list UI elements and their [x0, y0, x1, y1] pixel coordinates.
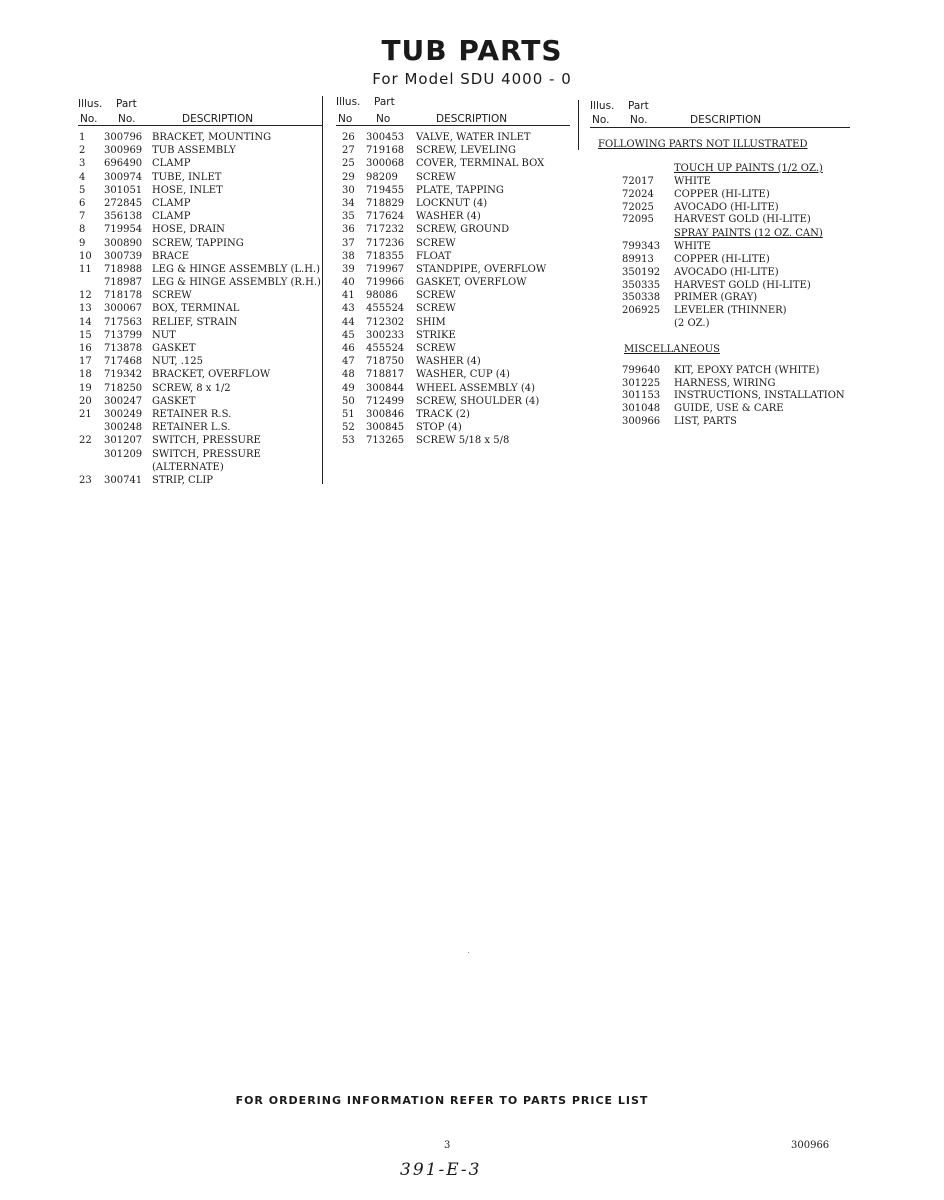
part-number: 713878 — [104, 343, 143, 354]
part-number: 89913 — [622, 253, 654, 265]
table-row — [78, 461, 322, 474]
part-description: TUB ASSEMBLY — [152, 145, 236, 157]
illus-number: 29 — [342, 171, 355, 183]
illus-no-label: No. — [80, 113, 98, 125]
table-row — [78, 157, 322, 170]
illus-number: 45 — [342, 329, 355, 341]
part-description: CLAMP — [152, 197, 191, 209]
part-number: 300739 — [104, 250, 143, 262]
part-number: 301225 — [622, 377, 661, 389]
table-row — [336, 250, 570, 263]
part-number: 300969 — [104, 145, 143, 157]
description-label: DESCRIPTION — [690, 114, 762, 126]
list-item — [590, 202, 850, 215]
table-row — [78, 263, 322, 276]
part-description: SWITCH, PRESSURE — [152, 448, 261, 460]
illus-number: 37 — [342, 237, 355, 249]
part-description: GASKET, OVERFLOW — [416, 277, 527, 289]
illus-number: 27 — [342, 145, 355, 157]
part-number: 719168 — [366, 145, 405, 157]
part-description: BRACKET, OVERFLOW — [152, 369, 271, 381]
header-rule — [336, 125, 570, 126]
part-number: 98086 — [366, 290, 398, 302]
document-number: 300966 — [791, 1140, 830, 1151]
illus-number: 48 — [342, 369, 355, 381]
part-number: 799343 — [622, 241, 661, 253]
part-number: 718250 — [104, 382, 143, 394]
part-description: AVOCADO (HI-LITE) — [674, 266, 779, 278]
illus-number: 1 — [79, 132, 86, 143]
illus-number: 20 — [79, 395, 92, 407]
list-item — [590, 214, 850, 227]
table-row — [78, 237, 322, 250]
part-description: LEVELER (THINNER) — [674, 305, 787, 317]
part-description: GASKET — [152, 395, 196, 407]
part-number: 72017 — [622, 176, 654, 187]
illus-number: 22 — [79, 435, 92, 447]
part-number: 455524 — [366, 303, 405, 315]
header-rule — [590, 127, 850, 128]
part-description: BRACKET, MOUNTING — [152, 132, 272, 143]
table-row — [336, 329, 570, 342]
part-number: 719966 — [366, 277, 405, 289]
part-description: LEG & HINGE ASSEMBLY (R.H.) — [152, 277, 321, 289]
part-description: NUT, .125 — [152, 356, 204, 368]
part-description: SCREW, SHOULDER (4) — [416, 395, 540, 407]
part-no-label: No. — [630, 114, 648, 126]
table-row — [336, 210, 570, 223]
table-row — [78, 250, 322, 263]
part-description: HARNESS, WIRING — [674, 377, 776, 389]
part-number: 350192 — [622, 266, 661, 278]
part-description: SCREW — [416, 237, 456, 249]
part-description: SCREW — [416, 290, 456, 302]
part-label: Part — [116, 98, 137, 110]
part-number: 300796 — [104, 132, 143, 143]
table-row — [78, 302, 322, 315]
part-number: 713799 — [104, 329, 143, 341]
table-row — [336, 157, 570, 170]
table-row — [78, 421, 322, 434]
illus-label: Illus. — [78, 98, 103, 110]
part-description: CLAMP — [152, 158, 191, 170]
illus-number: 12 — [79, 290, 92, 302]
part-number: 717236 — [366, 237, 405, 249]
illus-number: 13 — [79, 303, 92, 315]
part-number: 98209 — [366, 171, 398, 183]
part-number: 300068 — [366, 158, 405, 170]
part-number: 300845 — [366, 422, 405, 434]
part-number: 719342 — [104, 369, 143, 381]
table-row — [336, 263, 570, 276]
part-description: HOSE, DRAIN — [152, 224, 225, 236]
part-description: KIT, EPOXY PATCH (WHITE) — [674, 364, 820, 376]
illus-number: 25 — [342, 158, 355, 170]
part-number: 356138 — [104, 211, 143, 223]
illus-label: Illus. — [336, 96, 361, 108]
middle-parts-column — [336, 96, 570, 448]
part-description: SCREW, TAPPING — [152, 237, 244, 249]
part-label: Part — [374, 96, 395, 108]
page-subtitle: For Model SDU 4000 - 0 — [372, 70, 572, 88]
part-description: SCREW — [152, 290, 192, 302]
part-number: 300249 — [104, 408, 143, 420]
part-label: Part — [628, 100, 649, 112]
illus-number: 17 — [79, 356, 92, 368]
table-row — [78, 355, 322, 368]
part-number: 718829 — [366, 197, 405, 209]
illus-number: 40 — [342, 277, 355, 289]
table-row — [336, 223, 570, 236]
part-description: SCREW, GROUND — [416, 224, 510, 236]
part-number: 717468 — [104, 356, 143, 368]
right-column-header — [590, 98, 850, 128]
part-description: (ALTERNATE) — [152, 461, 224, 473]
part-number: 718750 — [366, 356, 405, 368]
illus-number: 41 — [342, 290, 355, 302]
page-number: 3 — [444, 1140, 451, 1151]
part-number: 300844 — [366, 382, 405, 394]
list-item — [590, 280, 850, 293]
part-number: 718178 — [104, 290, 143, 302]
part-number: 717624 — [366, 211, 405, 223]
list-item — [590, 254, 850, 267]
part-description: VALVE, WATER INLET — [416, 132, 531, 143]
table-row — [336, 368, 570, 381]
illus-no-label: No — [338, 113, 353, 125]
illus-number: 7 — [79, 211, 86, 223]
illus-number: 4 — [79, 171, 86, 183]
table-row — [336, 276, 570, 289]
part-number: 719967 — [366, 263, 405, 275]
list-item — [590, 305, 850, 318]
part-number: 300248 — [104, 422, 143, 434]
part-description: STOP (4) — [416, 422, 462, 434]
part-number: 719954 — [104, 224, 143, 236]
handwritten-note: 391-E-3 — [400, 1160, 482, 1180]
part-number: 350338 — [622, 292, 661, 304]
illus-number: 21 — [79, 408, 92, 420]
illus-number: 2 — [79, 145, 86, 157]
part-number: 300453 — [366, 132, 405, 143]
illus-number: 6 — [79, 197, 86, 209]
part-description: LEG & HINGE ASSEMBLY (L.H.) — [152, 263, 321, 275]
description-label: DESCRIPTION — [182, 113, 254, 125]
table-row — [336, 144, 570, 157]
description-label: DESCRIPTION — [436, 113, 508, 125]
list-item — [590, 318, 850, 331]
part-description: NUT — [152, 329, 176, 341]
part-number: 301051 — [104, 184, 143, 196]
part-no-label: No. — [118, 113, 136, 125]
illus-number: 16 — [79, 343, 92, 354]
table-row — [78, 276, 322, 289]
part-description: WASHER, CUP (4) — [416, 369, 510, 381]
illus-number: 23 — [79, 474, 92, 486]
part-number: 300846 — [366, 408, 405, 420]
table-row — [78, 408, 322, 421]
part-description: HOSE, INLET — [152, 184, 223, 196]
table-row — [78, 171, 322, 184]
table-row — [336, 131, 570, 144]
part-description: TRACK (2) — [416, 408, 470, 420]
illus-number: 9 — [79, 237, 86, 249]
part-number: 300741 — [104, 474, 143, 486]
illus-number: 53 — [342, 435, 355, 447]
illus-number: 39 — [342, 263, 355, 275]
table-row — [78, 197, 322, 210]
part-number: 72024 — [622, 188, 654, 200]
part-number: 718987 — [104, 277, 143, 289]
table-row — [78, 368, 322, 381]
table-row — [336, 342, 570, 355]
part-description: COPPER (HI-LITE) — [674, 188, 770, 200]
table-row — [78, 395, 322, 408]
illus-number: 36 — [342, 224, 355, 236]
illus-number: 34 — [342, 197, 355, 209]
list-item — [590, 241, 850, 254]
illus-number: 52 — [342, 422, 355, 434]
header-rule — [78, 125, 322, 126]
table-row — [336, 171, 570, 184]
part-number: 717232 — [366, 224, 405, 236]
illus-number: 49 — [342, 382, 355, 394]
table-row — [78, 144, 322, 157]
part-description: WHITE — [674, 176, 711, 187]
not-illustrated-heading: FOLLOWING PARTS NOT ILLUSTRATED — [598, 139, 808, 150]
part-number: 301207 — [104, 435, 143, 447]
part-description: SCREW — [416, 171, 456, 183]
part-number: 272845 — [104, 197, 143, 209]
part-number: 718988 — [104, 263, 143, 275]
illus-label: Illus. — [590, 100, 615, 112]
page-title: TUB PARTS — [381, 34, 563, 67]
table-row — [78, 210, 322, 223]
part-number: 206925 — [622, 305, 661, 317]
spray-paints-heading: SPRAY PAINTS (12 OZ. CAN) — [674, 228, 823, 240]
part-description: SHIM — [416, 316, 446, 328]
table-row — [336, 316, 570, 329]
right-parts-column — [590, 98, 850, 429]
part-description: HARVEST GOLD (HI-LITE) — [674, 214, 811, 226]
table-row — [336, 197, 570, 210]
illus-number: 30 — [342, 184, 355, 196]
part-description: HARVEST GOLD (HI-LITE) — [674, 279, 811, 291]
part-number: 301153 — [622, 390, 661, 402]
left-rows — [78, 131, 322, 487]
table-row — [336, 434, 570, 447]
part-number: 300067 — [104, 303, 143, 315]
part-number: 799640 — [622, 364, 661, 376]
part-description: WHITE — [674, 241, 711, 253]
part-description: CLAMP — [152, 211, 191, 223]
part-description: (2 OZ.) — [674, 317, 710, 329]
table-row — [78, 329, 322, 342]
table-row — [336, 184, 570, 197]
list-item — [590, 416, 850, 429]
part-description: COPPER (HI-LITE) — [674, 253, 770, 265]
part-number: 300974 — [104, 171, 143, 183]
part-description: STRIP, CLIP — [152, 474, 214, 486]
table-row — [336, 302, 570, 315]
part-number: 72095 — [622, 214, 654, 226]
table-row — [78, 316, 322, 329]
part-description: WHEEL ASSEMBLY (4) — [416, 382, 535, 394]
illus-number: 14 — [79, 316, 92, 328]
part-number: 301209 — [104, 448, 143, 460]
illus-number: 43 — [342, 303, 355, 315]
spray-paints-list — [590, 241, 850, 331]
illus-number: 19 — [79, 382, 92, 394]
list-item — [590, 267, 850, 280]
illus-number: 35 — [342, 211, 355, 223]
part-description: GASKET — [152, 343, 196, 354]
table-row — [78, 131, 322, 144]
left-column-header — [78, 96, 322, 126]
illus-number: 15 — [79, 329, 92, 341]
illus-number: 10 — [79, 250, 92, 262]
table-row — [336, 355, 570, 368]
part-number: 300247 — [104, 395, 143, 407]
part-number: 717563 — [104, 316, 143, 328]
table-row — [78, 289, 322, 302]
part-description: GUIDE, USE & CARE — [674, 403, 784, 415]
part-number: 300890 — [104, 237, 143, 249]
touchup-paints-heading: TOUCH UP PAINTS (1/2 OZ.) — [674, 163, 823, 174]
part-description: PLATE, TAPPING — [416, 184, 504, 196]
list-item — [590, 292, 850, 305]
column-divider — [578, 100, 579, 150]
part-description: WASHER (4) — [416, 356, 481, 368]
part-number: 72025 — [622, 201, 654, 213]
illus-number: 51 — [342, 408, 355, 420]
part-description: SWITCH, PRESSURE — [152, 435, 261, 447]
illus-number: 8 — [79, 224, 86, 236]
illus-number: 46 — [342, 343, 355, 354]
part-description: COVER, TERMINAL BOX — [416, 158, 545, 170]
part-description: BRACE — [152, 250, 190, 262]
table-row — [336, 421, 570, 434]
table-row — [78, 342, 322, 355]
part-number: 300966 — [622, 415, 661, 427]
table-row — [78, 474, 322, 487]
part-description: BOX, TERMINAL — [152, 303, 240, 315]
illus-no-label: No. — [592, 114, 610, 126]
part-description: RELIEF, STRAIN — [152, 316, 238, 328]
list-item — [590, 365, 850, 378]
part-description: LIST, PARTS — [674, 415, 737, 427]
part-number: 696490 — [104, 158, 143, 170]
left-parts-column — [78, 96, 322, 487]
part-description: FLOAT — [416, 250, 452, 262]
illus-number: 47 — [342, 356, 355, 368]
list-item — [590, 378, 850, 391]
part-description: SCREW, LEVELING — [416, 145, 517, 157]
part-description: RETAINER L.S. — [152, 422, 231, 434]
part-number: 718355 — [366, 250, 405, 262]
part-number: 350335 — [622, 279, 661, 291]
part-number: 718817 — [366, 369, 405, 381]
part-description: PRIMER (GRAY) — [674, 292, 758, 304]
part-description: RETAINER R.S. — [152, 408, 232, 420]
list-item — [590, 189, 850, 202]
part-description: STRIKE — [416, 329, 456, 341]
part-number: 300233 — [366, 329, 405, 341]
table-row — [78, 184, 322, 197]
illus-number: 18 — [79, 369, 92, 381]
miscellaneous-heading: MISCELLANEOUS — [624, 343, 721, 355]
scan-speck — [468, 952, 469, 953]
table-row — [78, 448, 322, 461]
illus-number: 3 — [79, 158, 86, 170]
part-description: SCREW 5/18 x 5/8 — [416, 435, 510, 447]
part-description: STANDPIPE, OVERFLOW — [416, 263, 547, 275]
list-item — [590, 403, 850, 416]
table-row — [78, 223, 322, 236]
illus-number: 11 — [79, 263, 92, 275]
part-number: 712499 — [366, 395, 405, 407]
column-divider — [322, 96, 323, 484]
table-row — [336, 395, 570, 408]
list-item — [590, 390, 850, 403]
illus-number: 44 — [342, 316, 355, 328]
ordering-footer: FOR ORDERING INFORMATION REFER TO PARTS PRICE LIST — [235, 1094, 649, 1107]
part-description: SCREW — [416, 343, 456, 354]
illus-number: 5 — [79, 184, 86, 196]
part-description: INSTRUCTIONS, INSTALLATION — [674, 390, 845, 402]
table-row — [336, 408, 570, 421]
part-description: LOCKNUT (4) — [416, 197, 488, 209]
part-number: 455524 — [366, 343, 405, 354]
table-row — [78, 434, 322, 447]
table-row — [336, 237, 570, 250]
list-item — [590, 176, 850, 189]
part-number: 712302 — [366, 316, 405, 328]
illus-number: 38 — [342, 250, 355, 262]
middle-column-header — [336, 96, 570, 126]
part-number: 713265 — [366, 435, 405, 447]
middle-rows — [336, 131, 570, 448]
part-number: 719455 — [366, 184, 405, 196]
table-row — [336, 382, 570, 395]
part-no-label: No — [376, 113, 391, 125]
part-description: SCREW — [416, 303, 456, 315]
table-row — [78, 382, 322, 395]
part-description: TUBE, INLET — [152, 171, 222, 183]
part-description: SCREW, 8 x 1/2 — [152, 382, 231, 394]
part-description: WASHER (4) — [416, 211, 481, 223]
miscellaneous-list — [590, 365, 850, 429]
illus-number: 50 — [342, 395, 355, 407]
table-row — [336, 289, 570, 302]
illus-number: 26 — [342, 132, 355, 143]
part-number: 301048 — [622, 403, 661, 415]
touchup-paints-list — [590, 176, 850, 227]
part-description: AVOCADO (HI-LITE) — [674, 201, 779, 213]
